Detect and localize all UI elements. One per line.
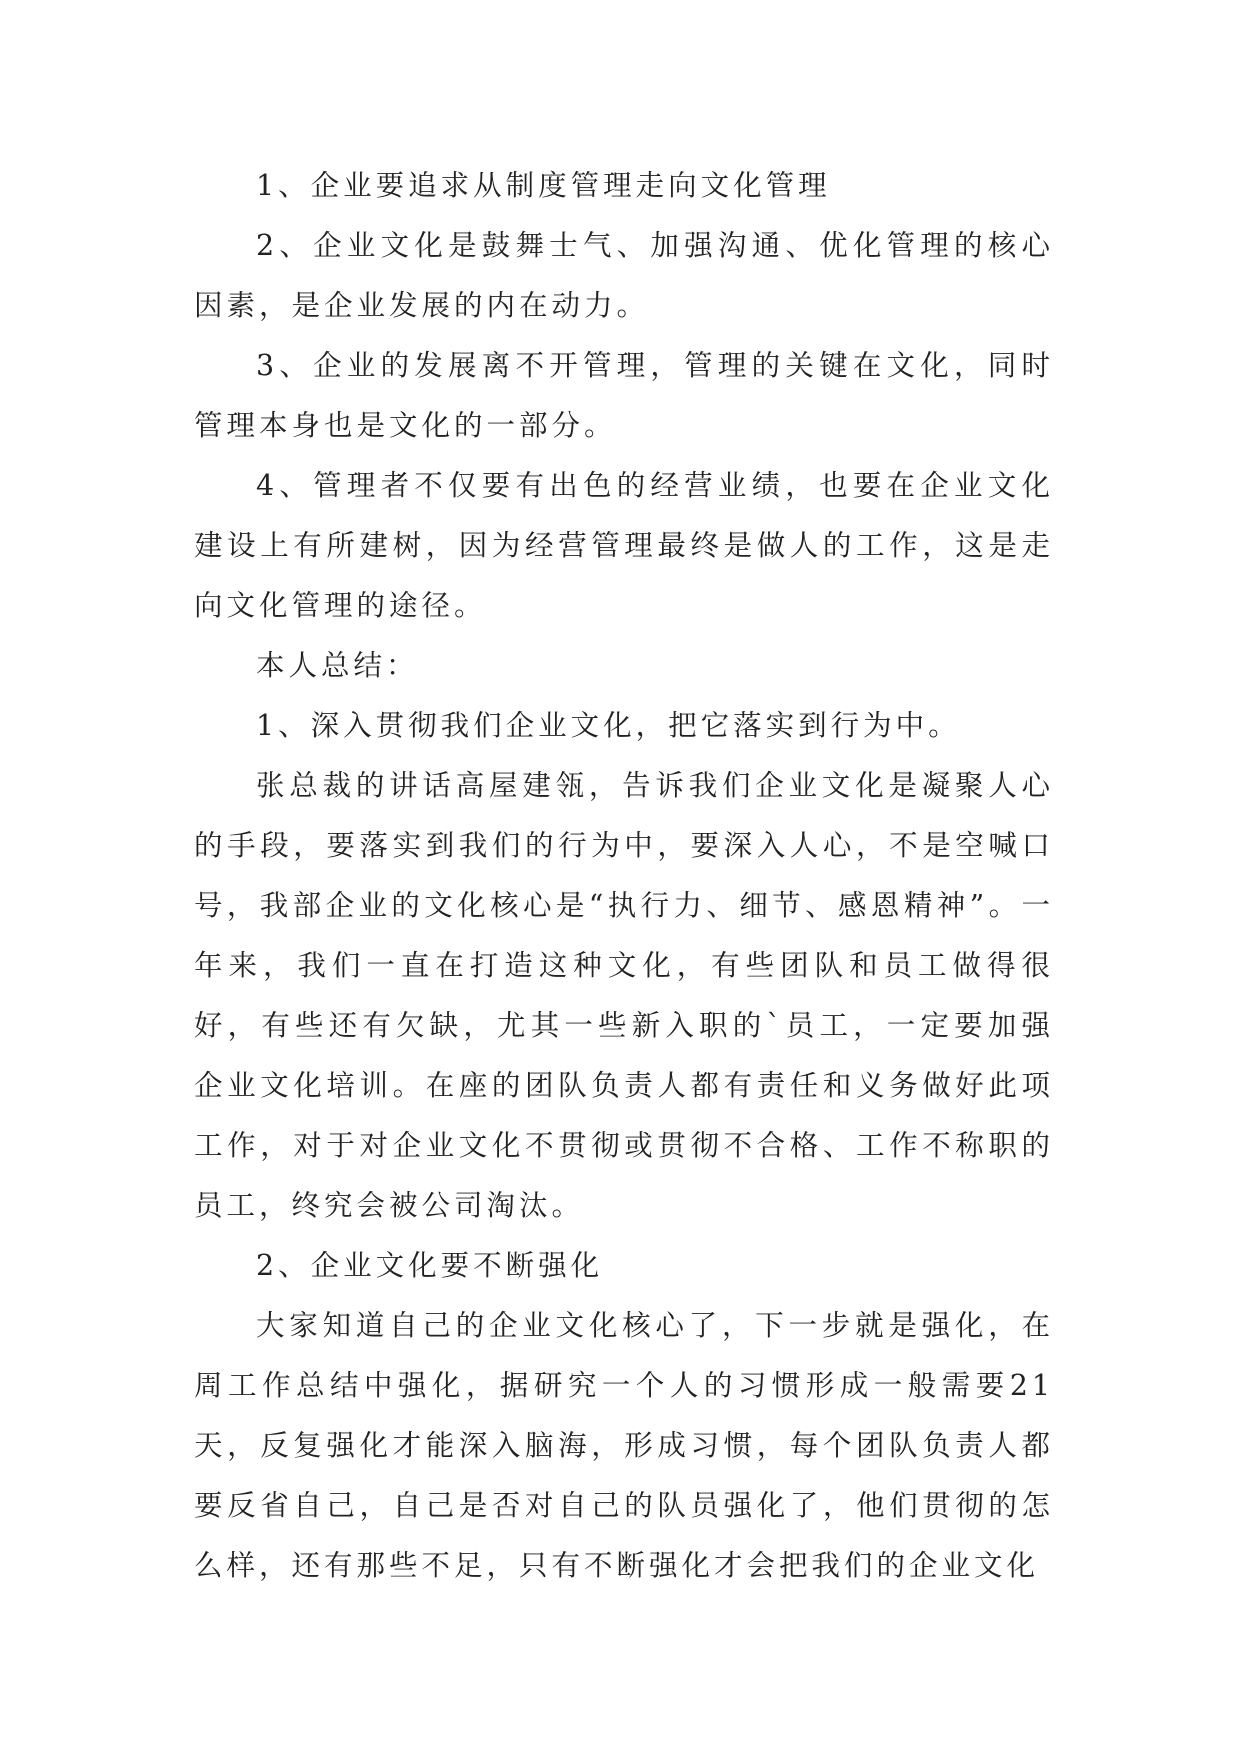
- document-body: [194, 156, 1054, 1596]
- summary-item-1-heading: 1、深入贯彻我们企业文化，把它落实到行为中。: [256, 709, 961, 742]
- summary-item-2-heading: 2、企业文化要不断强化: [256, 1249, 604, 1282]
- paragraph-point-4: 4、管理者不仅要有出色的经营业绩，也要在企业文化建设上有所建树，因为经营管理最终是做人的工作，这是走向文化管理的途径。: [194, 469, 1054, 622]
- paragraph-point-3: 3、企业的发展离不开管理，管理的关键在文化，同时管理本身也是文化的一部分。: [194, 349, 1054, 442]
- summary-item-1-body: 张总裁的讲话高屋建瓴，告诉我们企业文化是凝聚人心的手段，要落实到我们的行为中，要深入人心，不是空喊口号，我部企业的文化核心是“执行力、细节、感恩精神”。一年来，我们一直在打造这种文化，有些团队和员工做得很好，有些还有欠缺，尤其一些新入职的`员工，一定要加强企业文化培训。在座的团队负责人都有责任和义务做好此项工作，对于对企业文化不贯彻或贯彻不合格、工作不称职的员工，终究会被公司淘汰。: [194, 769, 1054, 1222]
- paragraph-point-1: 1、企业要追求从制度管理走向文化管理: [256, 169, 831, 202]
- summary-item-2-body: 大家知道自己的企业文化核心了，下一步就是强化，在周工作总结中强化，据研究一个人的习惯形成一般需要21天，反复强化才能深入脑海，形成习惯，每个团队负责人都要反省自己，自己是否对自己的队员强化了，他们贯彻的怎么样，还有那些不足，只有不断强化才会把我们的企业文化: [194, 1309, 1054, 1582]
- paragraph-point-2: 2、企业文化是鼓舞士气、加强沟通、优化管理的核心因素，是企业发展的内在动力。: [194, 229, 1054, 322]
- summary-heading: 本人总结：: [256, 649, 419, 682]
